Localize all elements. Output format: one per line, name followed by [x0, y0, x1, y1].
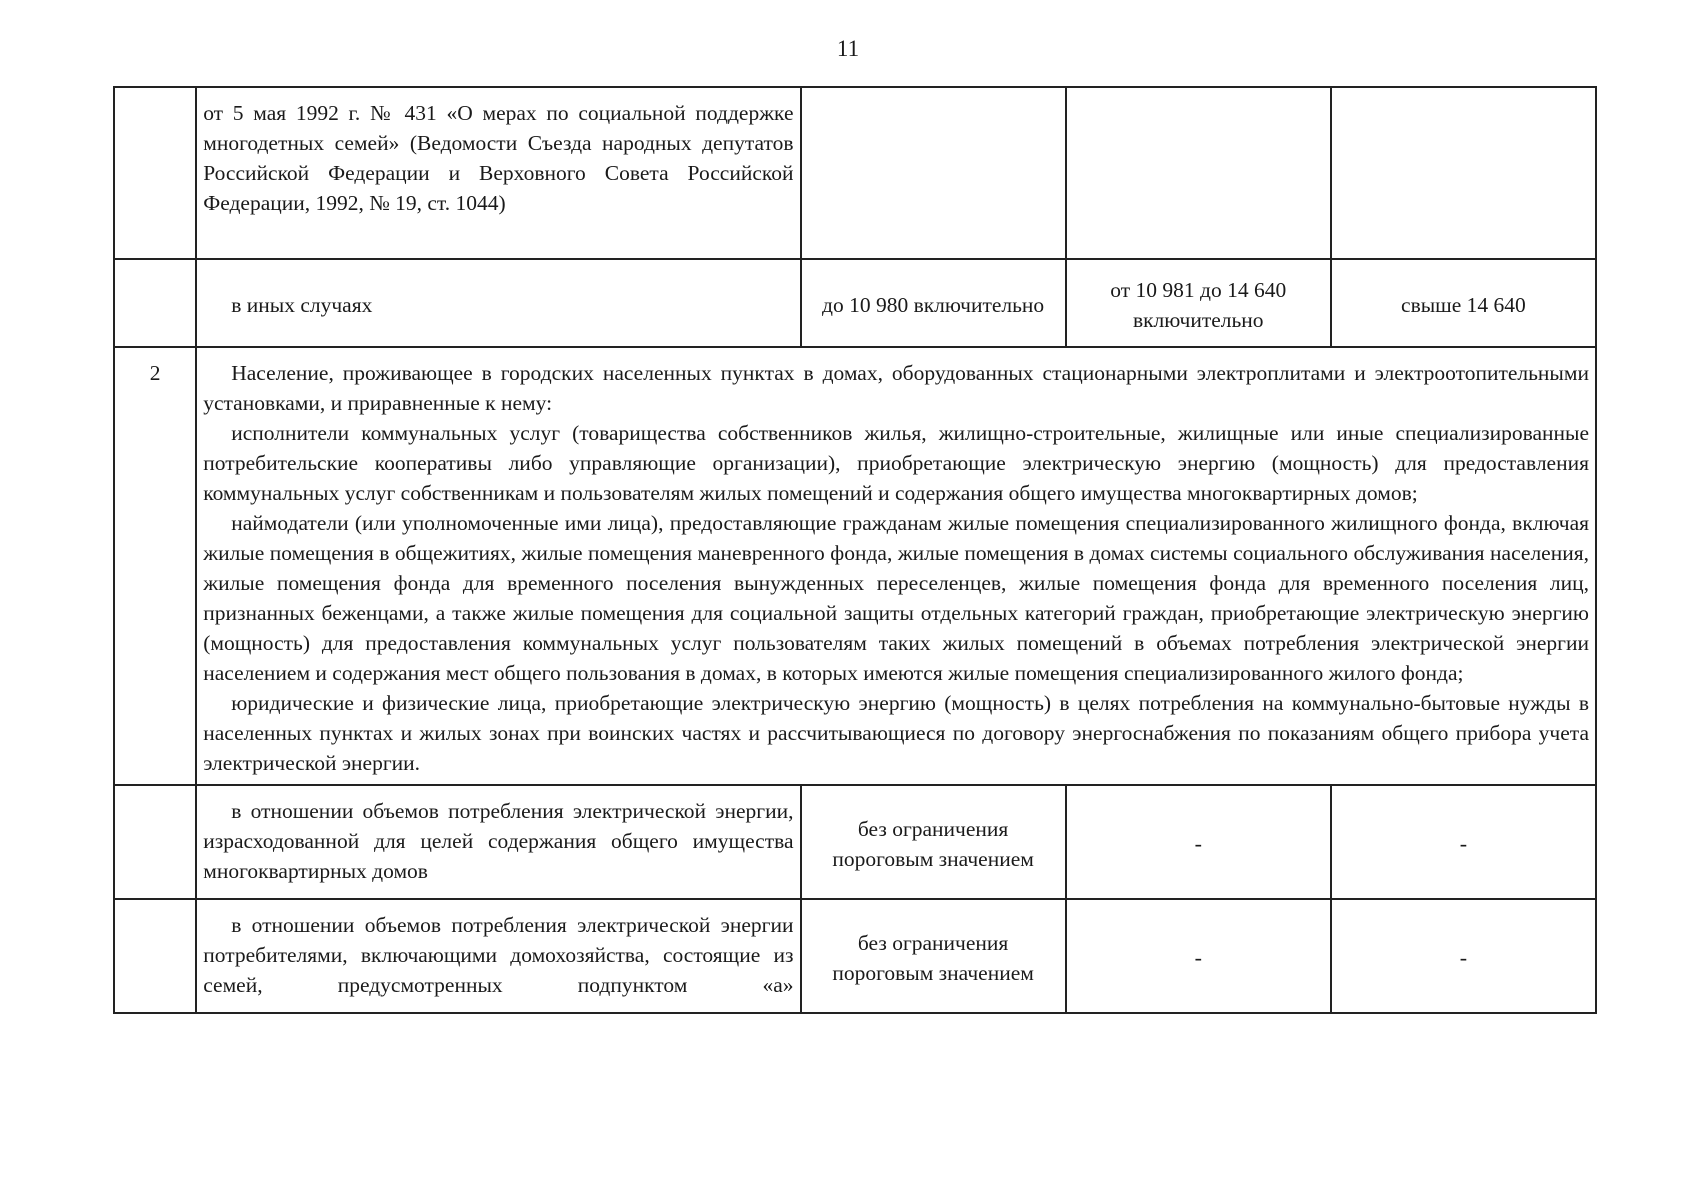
row-description-cell: в иных случаях — [196, 259, 800, 347]
threshold-cell-2: - — [1066, 785, 1331, 899]
threshold-cell-3 — [1331, 87, 1596, 259]
category-paragraph: юридические и физические лица, приобретающие электрическую энергию (мощность) в целях потребления на коммунально-бытовые нужды в населенных пунктах и жилых зонах при воинских частях и рассчитывающиеся по договору энергоснабжения по показаниям общего прибора учета электрической энергии. — [203, 691, 1589, 775]
row-number-cell — [114, 87, 196, 259]
table-row — [114, 899, 1596, 1013]
threshold-cell-1 — [801, 87, 1066, 259]
row-number-cell — [114, 899, 196, 1013]
category-paragraph: наймодатели (или уполномоченные ими лица), предоставляющие гражданам жилые помещения специализированного жилищного фонда, включая жилые помещения в общежитиях, жилые помещения маневренного фонда, жилые помещения в домах системы социального обслуживания населения, жилые помещения фонда для временного поселения вынужденных переселенцев, жилые помещения фонда для временного поселения лиц, признанных беженцами, а также жилые помещения для социальной защиты отдельных категорий граждан, приобретающие электрическую энергию (мощность) для предоставления коммунальных услуг пользователям таких жилых помещений в объемах потребления электрической энергии населением и содержания мест общего пользования в домах, в которых имеются жилые помещения специализированного жилого фонда; — [203, 511, 1589, 685]
threshold-cell-3: свыше 14 640 — [1331, 259, 1596, 347]
table-row — [114, 347, 1596, 785]
threshold-cell-2: от 10 981 до 14 640 включительно — [1066, 259, 1331, 347]
table-row — [114, 785, 1596, 899]
row-number-cell: 2 — [114, 347, 196, 785]
page-number: 11 — [836, 36, 860, 61]
threshold-cell-3: - — [1331, 899, 1596, 1013]
threshold-cell-2 — [1066, 87, 1331, 259]
tariff-table — [113, 86, 1597, 1014]
row-description-cell: от 5 мая 1992 г. № 431 «О мерах по социальной поддержке многодетных семей» (Ведомости Съезда народных депутатов Российской Федерации и Верховного Совета Российской Федерации, 1992, № 19, ст. 1044) — [196, 87, 800, 259]
row-number-cell — [114, 259, 196, 347]
table-row — [114, 87, 1596, 259]
category-paragraph: исполнители коммунальных услуг (товарищества собственников жилья, жилищно-строительные, жилищные или иные специализированные потребительские кооперативы либо управляющие организации), приобретающие электрическую энергию (мощность) для предоставления коммунальных услуг собственникам и пользователям жилых помещений и содержания общего имущества многоквартирных домов; — [203, 421, 1589, 505]
row-description-cell: в отношении объемов потребления электрической энергии потребителями, включающими домохозяйства, состоящие из семей, предусмотренных подпунктом «а» — [196, 899, 800, 1013]
threshold-cell-1: без ограничения пороговым значением — [801, 899, 1066, 1013]
table-row — [114, 259, 1596, 347]
category-paragraph: Население, проживающее в городских населенных пунктах в домах, оборудованных стационарными электроплитами и электроотопительными установками, и приравненные к нему: — [203, 361, 1589, 415]
threshold-cell-3: - — [1331, 785, 1596, 899]
threshold-cell-1: без ограничения пороговым значением — [801, 785, 1066, 899]
threshold-cell-1: до 10 980 включительно — [801, 259, 1066, 347]
row-description-cell: в отношении объемов потребления электрической энергии, израсходованной для целей содержания общего имущества многоквартирных домов — [196, 785, 800, 899]
threshold-cell-2: - — [1066, 899, 1331, 1013]
category-description-cell — [196, 347, 1596, 785]
row-number-cell — [114, 785, 196, 899]
